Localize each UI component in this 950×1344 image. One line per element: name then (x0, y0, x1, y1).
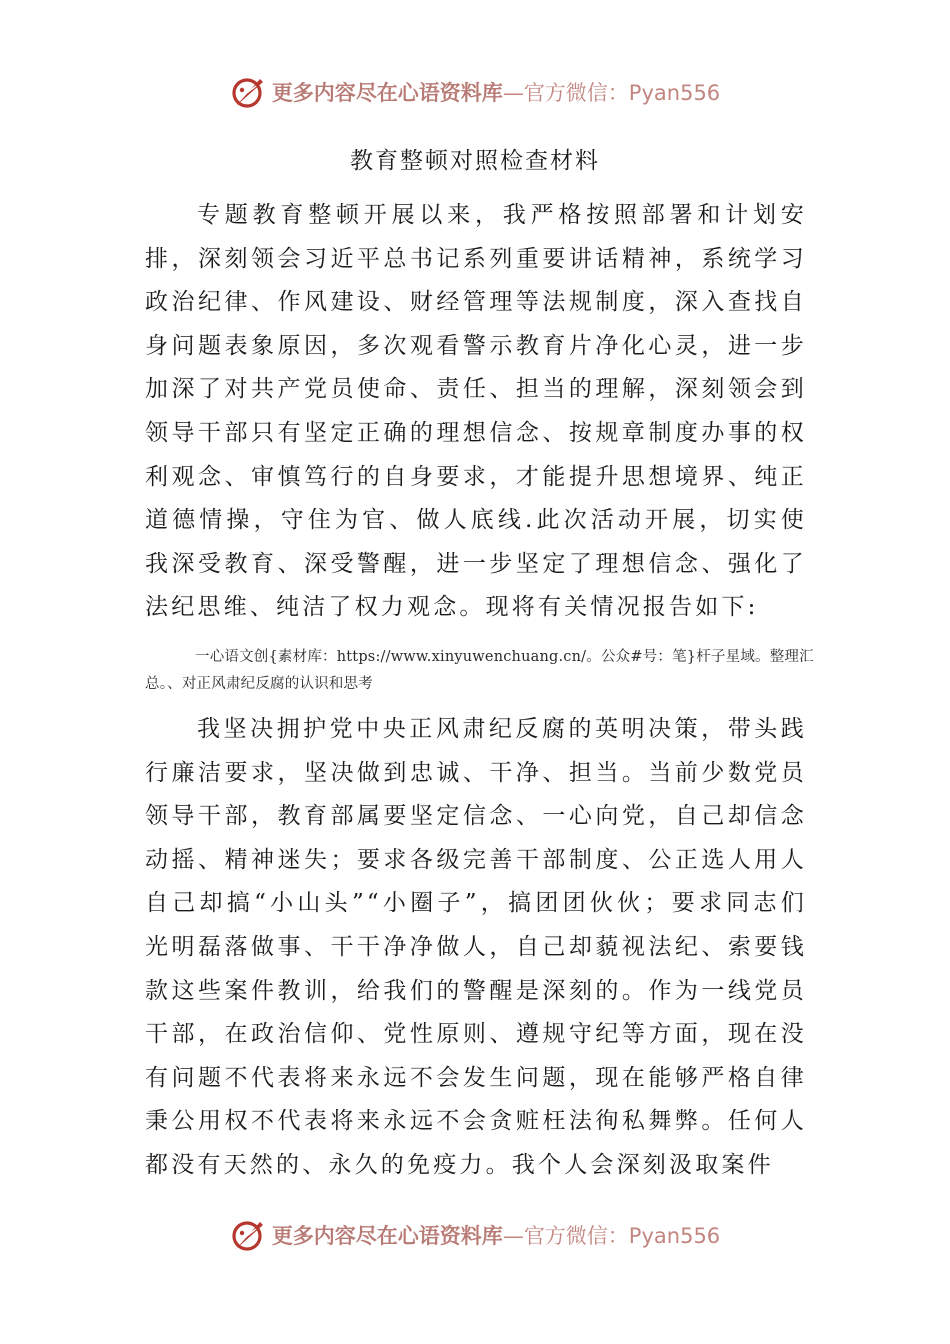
banner-main-text: 更多内容尽在心语资料库 (271, 1223, 503, 1248)
paragraph-body: 我坚决拥护党中央正风肃纪反腐的英明决策，带头践行廉洁要求，坚决做到忠诚、干净、担当。当前少数党员领导干部，教育部属要坚定信念、一心向党，自己却信念动摇、精神迷失；要求各级完善干部制度、公正选人用人自己却搞“小山头”“小圈子”，搞团团伙伙；要求同志们光明磊落做事、干干净净做人，自己却藐视法纪、索要钱款这些案件教训，给我们的警醒是深刻的。作为一线党员干部，在政治信仰、党性原则、遵规守纪等方面，现在没有问题不代表将来永远不会发生问题，现在能够严格自律秉公用权不代表将来永远不会贪赃枉法徇私舞弊。任何人都没有天然的、永久的免疫力。我个人会深刻汲取案件 (145, 716, 807, 1178)
document-title: 教育整顿对照检查材料 (350, 148, 600, 174)
header-banner (0, 70, 950, 114)
banner-wechat-text: —官方微信：Pyan556 (502, 1224, 721, 1248)
footer-banner (0, 1213, 950, 1257)
pen-nib-logo-icon (230, 74, 266, 110)
banner-main-text: 更多内容尽在心语资料库 (271, 80, 503, 105)
banner-wechat-text: —官方微信：Pyan556 (502, 81, 721, 105)
paragraph-intro: 专题教育整顿开展以来，我严格按照部署和计划安排，深刻领会习近平总书记系列重要讲话精神，系统学习政治纪律、作风建设、财经管理等法规制度，深入查找自身问题表象原因，多次观看警示教育片净化心灵，进一步加深了对共产党员使命、责任、担当的理解，深刻领会到领导干部只有坚定正确的理想信念、按规章制度办事的权利观念、审慎笃行的自身要求，才能提升思想境界、纯正道德情操，守住为官、做人底线.此次活动开展，切实使我深受教育、深受警醒，进一步坚定了理想信念、强化了法纪思维、纯洁了权力观念。现将有关情况报告如下: (145, 202, 807, 621)
source-note: 一心语文创{素材库：https://www.xinyuwenchuang.cn/。公众#号：笔}杆子星域。整理汇总。、对正风肃纪反腐的认识和思考 (145, 649, 814, 692)
pen-nib-logo-icon (230, 1217, 266, 1253)
